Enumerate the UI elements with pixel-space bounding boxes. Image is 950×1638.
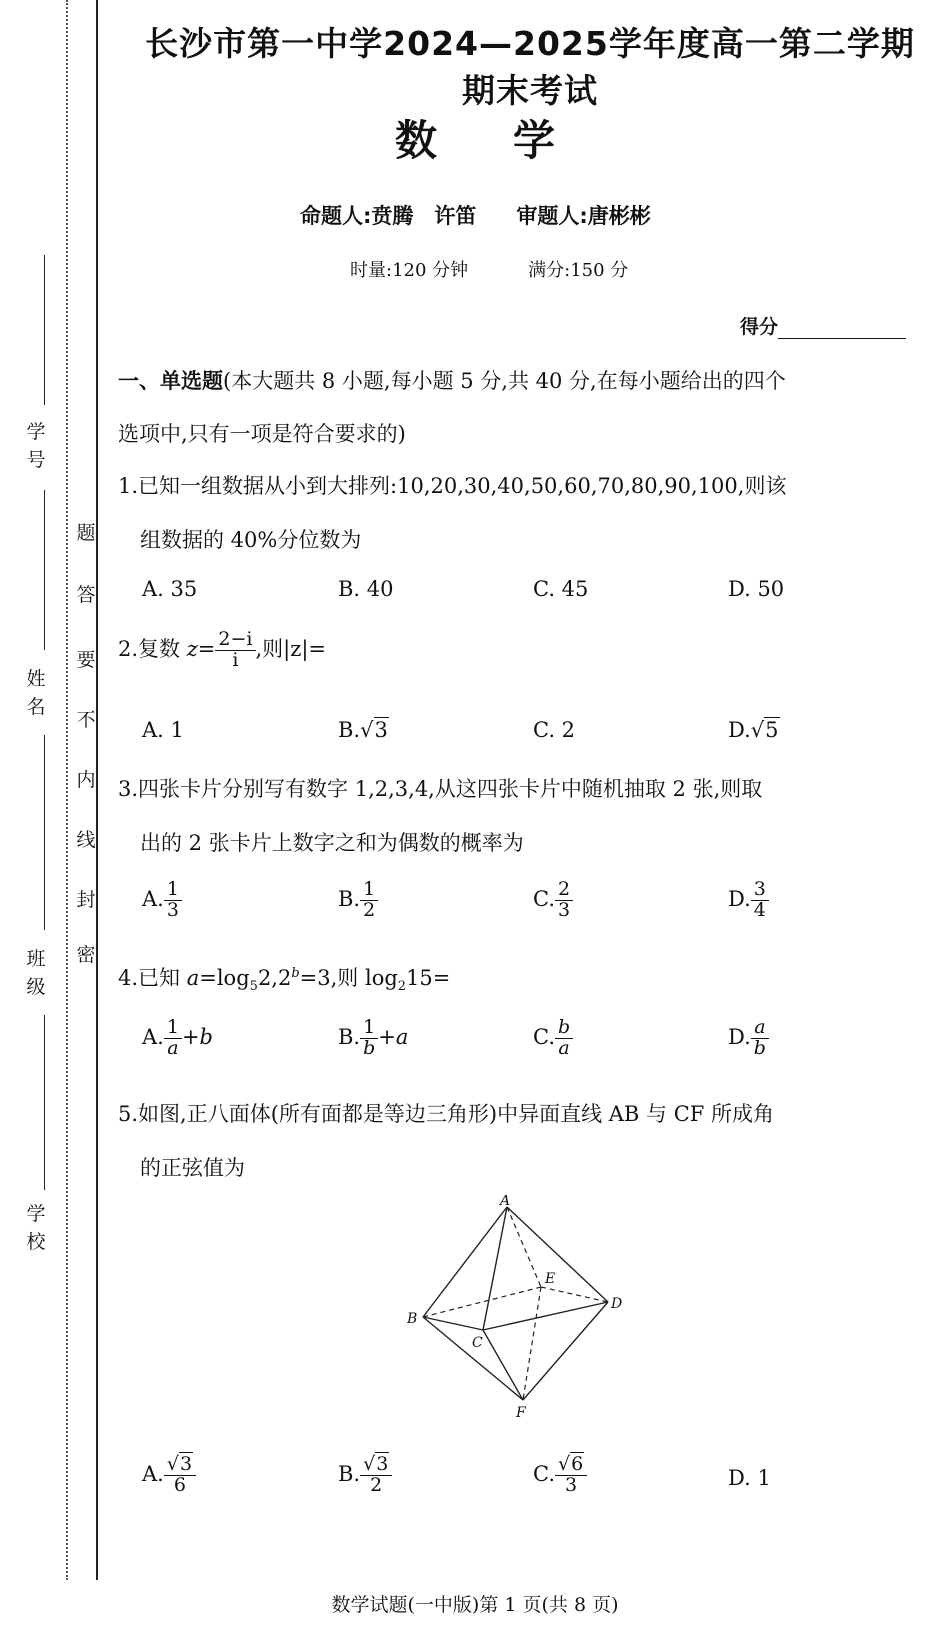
q1-text-2: 组数据的 40%分位数为 (140, 528, 362, 552)
vertex-label: C (472, 1335, 483, 1351)
name-label: 姓 名 (26, 668, 46, 718)
edge-ae (507, 1207, 541, 1287)
setters: 命题人:贲腾 许笛 (300, 204, 477, 228)
subject-char: 数 (394, 116, 437, 165)
edge-cd (483, 1302, 608, 1330)
q1-option-c: C. 45 (533, 577, 589, 601)
seal-char: 线 (76, 829, 96, 851)
name-rule (44, 490, 45, 650)
seal-char: 不 (76, 709, 96, 731)
q5-option-d: D. 1 (728, 1466, 771, 1490)
q4-option-a: A. $\frac{1}{a}$ +b (142, 1016, 213, 1059)
full-score: 满分:150 分 (528, 260, 629, 281)
q3-option-d: D. $\frac{3}{4}$ (728, 880, 769, 921)
q5-text: 5.如图,正八面体(所有面都是等边三角形)中异面直线 AB 与 CF 所成角 (118, 1102, 775, 1126)
octahedron-figure (395, 1195, 635, 1425)
q5-option-b: B. $\frac{√3}{2}$ (338, 1455, 392, 1496)
q1-option-d: D. 50 (728, 577, 785, 601)
edge-ab (423, 1207, 507, 1317)
q2-option-b: B.√3 (338, 718, 388, 742)
section-instructions: (本大题共 8 小题,每小题 5 分,共 40 分,在每小题给出的四个 (223, 369, 786, 393)
q4-text: 4.已知 $a=\log_52,2^b=3$,则 $\log_215=$ (118, 966, 451, 995)
vertex-label: D (611, 1296, 623, 1312)
score-label: 得分 (740, 316, 779, 338)
time-info (350, 256, 628, 282)
vertex-label: B (407, 1311, 418, 1327)
q3-text-2: 出的 2 张卡片上数字之和为偶数的概率为 (140, 831, 524, 855)
q1-option-b: B. 40 (338, 577, 394, 601)
edge-bc (423, 1317, 483, 1330)
q4-option-b: B. $\frac{1}{b}$ +a (338, 1016, 409, 1059)
q5-option-a: A. $\frac{√3}{6}$ (142, 1455, 196, 1496)
section-title: 一、单选题 (118, 369, 223, 393)
score-blank[interactable] (778, 320, 906, 339)
q3-option-a: A. $\frac{1}{3}$ (142, 880, 182, 921)
subject-title (0, 108, 950, 168)
school-rule (44, 1015, 45, 1190)
q3-option-c: C. $\frac{2}{3}$ (533, 880, 573, 921)
subject-char: 学 (513, 116, 556, 165)
q2-option-a: A. 1 (142, 718, 184, 742)
seal-char: 答 (76, 584, 96, 606)
reviewer: 审题人:唐彬彬 (516, 204, 651, 228)
fold-dotted-line (66, 0, 68, 1580)
school-label: 学 校 (26, 1203, 46, 1253)
q3-option-b: B. $\frac{1}{2}$ (338, 880, 378, 921)
class-rule (44, 735, 45, 930)
q2-text: 2.复数 z= $\frac{2-i}{i}$ ,则|z|= (118, 628, 326, 671)
exam-title: 长沙市第一中学2024—2025学年度高一第二学期期末考试 (145, 24, 915, 110)
student-id-rule (44, 255, 45, 405)
q2-option-d: D.√5 (728, 718, 779, 742)
edge-cf (483, 1330, 523, 1400)
q2-fraction: $\frac{2-i}{i}$ (215, 630, 255, 671)
section-instructions-2: 选项中,只有一项是符合要求的) (118, 422, 406, 446)
class-label: 班 级 (26, 948, 46, 998)
seal-char: 要 (76, 649, 96, 671)
q4-option-d: D. $\frac{a}{b}$ (728, 1018, 769, 1059)
vertex-label: F (516, 1405, 526, 1421)
q5-text-2: 的正弦值为 (140, 1156, 245, 1180)
q2-option-c: C. 2 (533, 718, 576, 742)
section-heading (118, 365, 786, 395)
q1-option-a: A. 35 (142, 577, 198, 601)
q4-option-c: C. $\frac{b}{a}$ (533, 1018, 573, 1059)
vertex-label: E (545, 1271, 556, 1287)
seal-char: 密 (76, 944, 96, 966)
authors-line (300, 200, 651, 230)
q1-text: 1.已知一组数据从小到大排列:10,20,30,40,50,60,70,80,90,100,则该 (118, 474, 787, 498)
seal-solid-line (96, 0, 98, 1580)
seal-char: 题 (76, 522, 96, 544)
seal-char: 内 (76, 769, 96, 791)
q5-option-c: C. $\frac{√6}{3}$ (533, 1455, 587, 1496)
q3-text: 3.四张卡片分别写有数字 1,2,3,4,从这四张卡片中随机抽取 2 张,则取 (118, 777, 763, 801)
student-id-label: 学 号 (26, 421, 46, 471)
edge-be (423, 1287, 541, 1317)
score-box (740, 312, 906, 339)
vertex-label: A (500, 1195, 511, 1209)
edge-ad (507, 1207, 608, 1302)
page-footer: 数学试题(一中版)第 1 页(共 8 页) (331, 1594, 619, 1616)
edge-de (541, 1287, 608, 1302)
seal-char: 封 (76, 889, 96, 911)
edge-bf (423, 1317, 523, 1400)
duration: 时量:120 分钟 (350, 260, 469, 281)
edge-ac (483, 1207, 507, 1330)
